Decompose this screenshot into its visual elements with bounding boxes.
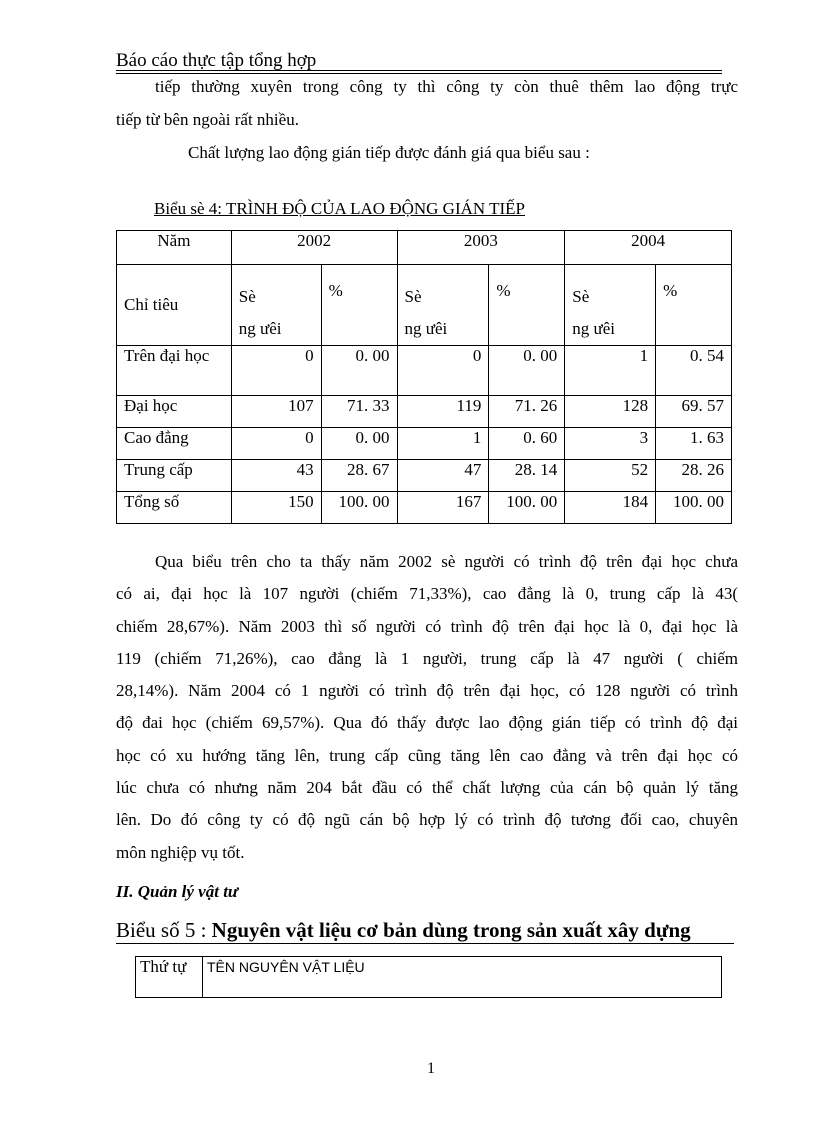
people-header: Sè ng ưêi (231, 265, 321, 346)
cell: 3 (565, 428, 656, 460)
cell: 1 (397, 428, 489, 460)
cell: 167 (397, 492, 489, 524)
people-header: Sè ng ưêi (397, 265, 489, 346)
page-header-title: Báo cáo thực tập tổng hợp (116, 50, 317, 71)
table5-caption-prefix: Biểu số 5 : (116, 918, 207, 942)
cell: 0. 00 (489, 346, 565, 396)
table-row (117, 492, 732, 524)
header-rule-double (116, 73, 722, 74)
year-header: Năm (117, 231, 232, 265)
analysis-line: 119 (chiếm 71,26%), cao đẳng là 1 người, trung cấp là 47 người ( chiếm (116, 649, 738, 668)
analysis-line: độ đai học (chiếm 69,57%). Qua đó thấy được lao động gián tiếp có trình độ đại (116, 713, 738, 732)
row-label: Đại học (117, 396, 232, 428)
analysis-line: Qua biểu trên cho ta thấy năm 2002 sè người có trình độ trên đại học chưa (155, 552, 738, 571)
analysis-line: học có xu hướng tăng lên, trung cấp cũng tăng lên cao đẳng và trên đại học có (116, 746, 738, 765)
cell: 0. 54 (656, 346, 732, 396)
row-label: Trên đại học (117, 346, 232, 396)
cell: 28. 14 (489, 460, 565, 492)
section-heading: II. Quản lý vật tư (116, 882, 239, 901)
cell: 28. 26 (656, 460, 732, 492)
cell: 0 (231, 428, 321, 460)
intro-line-3: Chất lượng lao động gián tiếp được đánh giá qua biểu sau : (188, 143, 590, 162)
cell: 1. 63 (656, 428, 732, 460)
analysis-line: lên. Do đó công ty có độ ngũ cán bộ hợp lý có trình độ tương đối cao, chuyên (116, 810, 738, 829)
analysis-line: chiếm 28,67%). Năm 2003 thì số người có trình độ trên đại học là 0, đại học là (116, 617, 738, 636)
table-row (117, 428, 732, 460)
materials-table (135, 956, 722, 998)
indicator-header: Chỉ tiêu (117, 265, 232, 346)
cell: 0 (231, 346, 321, 396)
analysis-line: môn nghiệp vụ tốt. (116, 843, 245, 862)
cell: 71. 33 (321, 396, 397, 428)
row-label: Trung cấp (117, 460, 232, 492)
table-row (117, 346, 732, 396)
cell: 71. 26 (489, 396, 565, 428)
analysis-line: có ai, đại học là 107 người (chiếm 71,33%), cao đẳng là 0, trung cấp là 43( (116, 584, 738, 603)
table-row (117, 460, 732, 492)
cell: 1 (565, 346, 656, 396)
percent-header: % (321, 265, 397, 346)
cell: 100. 00 (321, 492, 397, 524)
table-row (117, 396, 732, 428)
education-level-table (116, 230, 732, 524)
cell: 69. 57 (656, 396, 732, 428)
percent-header: % (656, 265, 732, 346)
column-header-material-name: TÊN NGUYÊN VẬT LIỆU (203, 957, 722, 998)
column-header-order: Thứ tự (136, 957, 203, 998)
header-rule (116, 70, 722, 71)
cell: 0. 60 (489, 428, 565, 460)
people-header: Sè ng ưêi (565, 265, 656, 346)
year-2004: 2004 (565, 231, 732, 265)
table5-caption (116, 918, 691, 943)
cell: 0 (397, 346, 489, 396)
row-label: Cao đẳng (117, 428, 232, 460)
cell: 184 (565, 492, 656, 524)
percent-header: % (489, 265, 565, 346)
cell: 0. 00 (321, 346, 397, 396)
table5-caption-title: Nguyên vật liệu cơ bản dùng trong sản xuất xây dựng (211, 918, 691, 942)
year-2003: 2003 (397, 231, 565, 265)
row-label: Tổng số (117, 492, 232, 524)
cell: 0. 00 (321, 428, 397, 460)
cell: 100. 00 (489, 492, 565, 524)
year-2002: 2002 (231, 231, 397, 265)
intro-line-2: tiếp từ bên ngoài rất nhiều. (116, 110, 299, 129)
cell: 128 (565, 396, 656, 428)
analysis-line: lúc chưa có nhưng năm 204 bắt đầu có thể chất lượng của cán bộ quản lý tăng (116, 778, 738, 797)
page-number: 1 (427, 1060, 435, 1077)
cell: 52 (565, 460, 656, 492)
cell: 100. 00 (656, 492, 732, 524)
cell: 107 (231, 396, 321, 428)
analysis-line: 28,14%). Năm 2004 có 1 người có trình độ trên đại học, có 128 người có trình (116, 681, 738, 700)
cell: 119 (397, 396, 489, 428)
cell: 47 (397, 460, 489, 492)
cell: 150 (231, 492, 321, 524)
table4-caption: Biểu sè 4: TRÌNH ĐỘ CỦA LAO ĐỘNG GIÁN TIẾP (154, 199, 525, 218)
cell: 43 (231, 460, 321, 492)
intro-line-1: tiếp thường xuyên trong công ty thì công ty còn thuê thêm lao động trực (155, 77, 738, 96)
cell: 28. 67 (321, 460, 397, 492)
